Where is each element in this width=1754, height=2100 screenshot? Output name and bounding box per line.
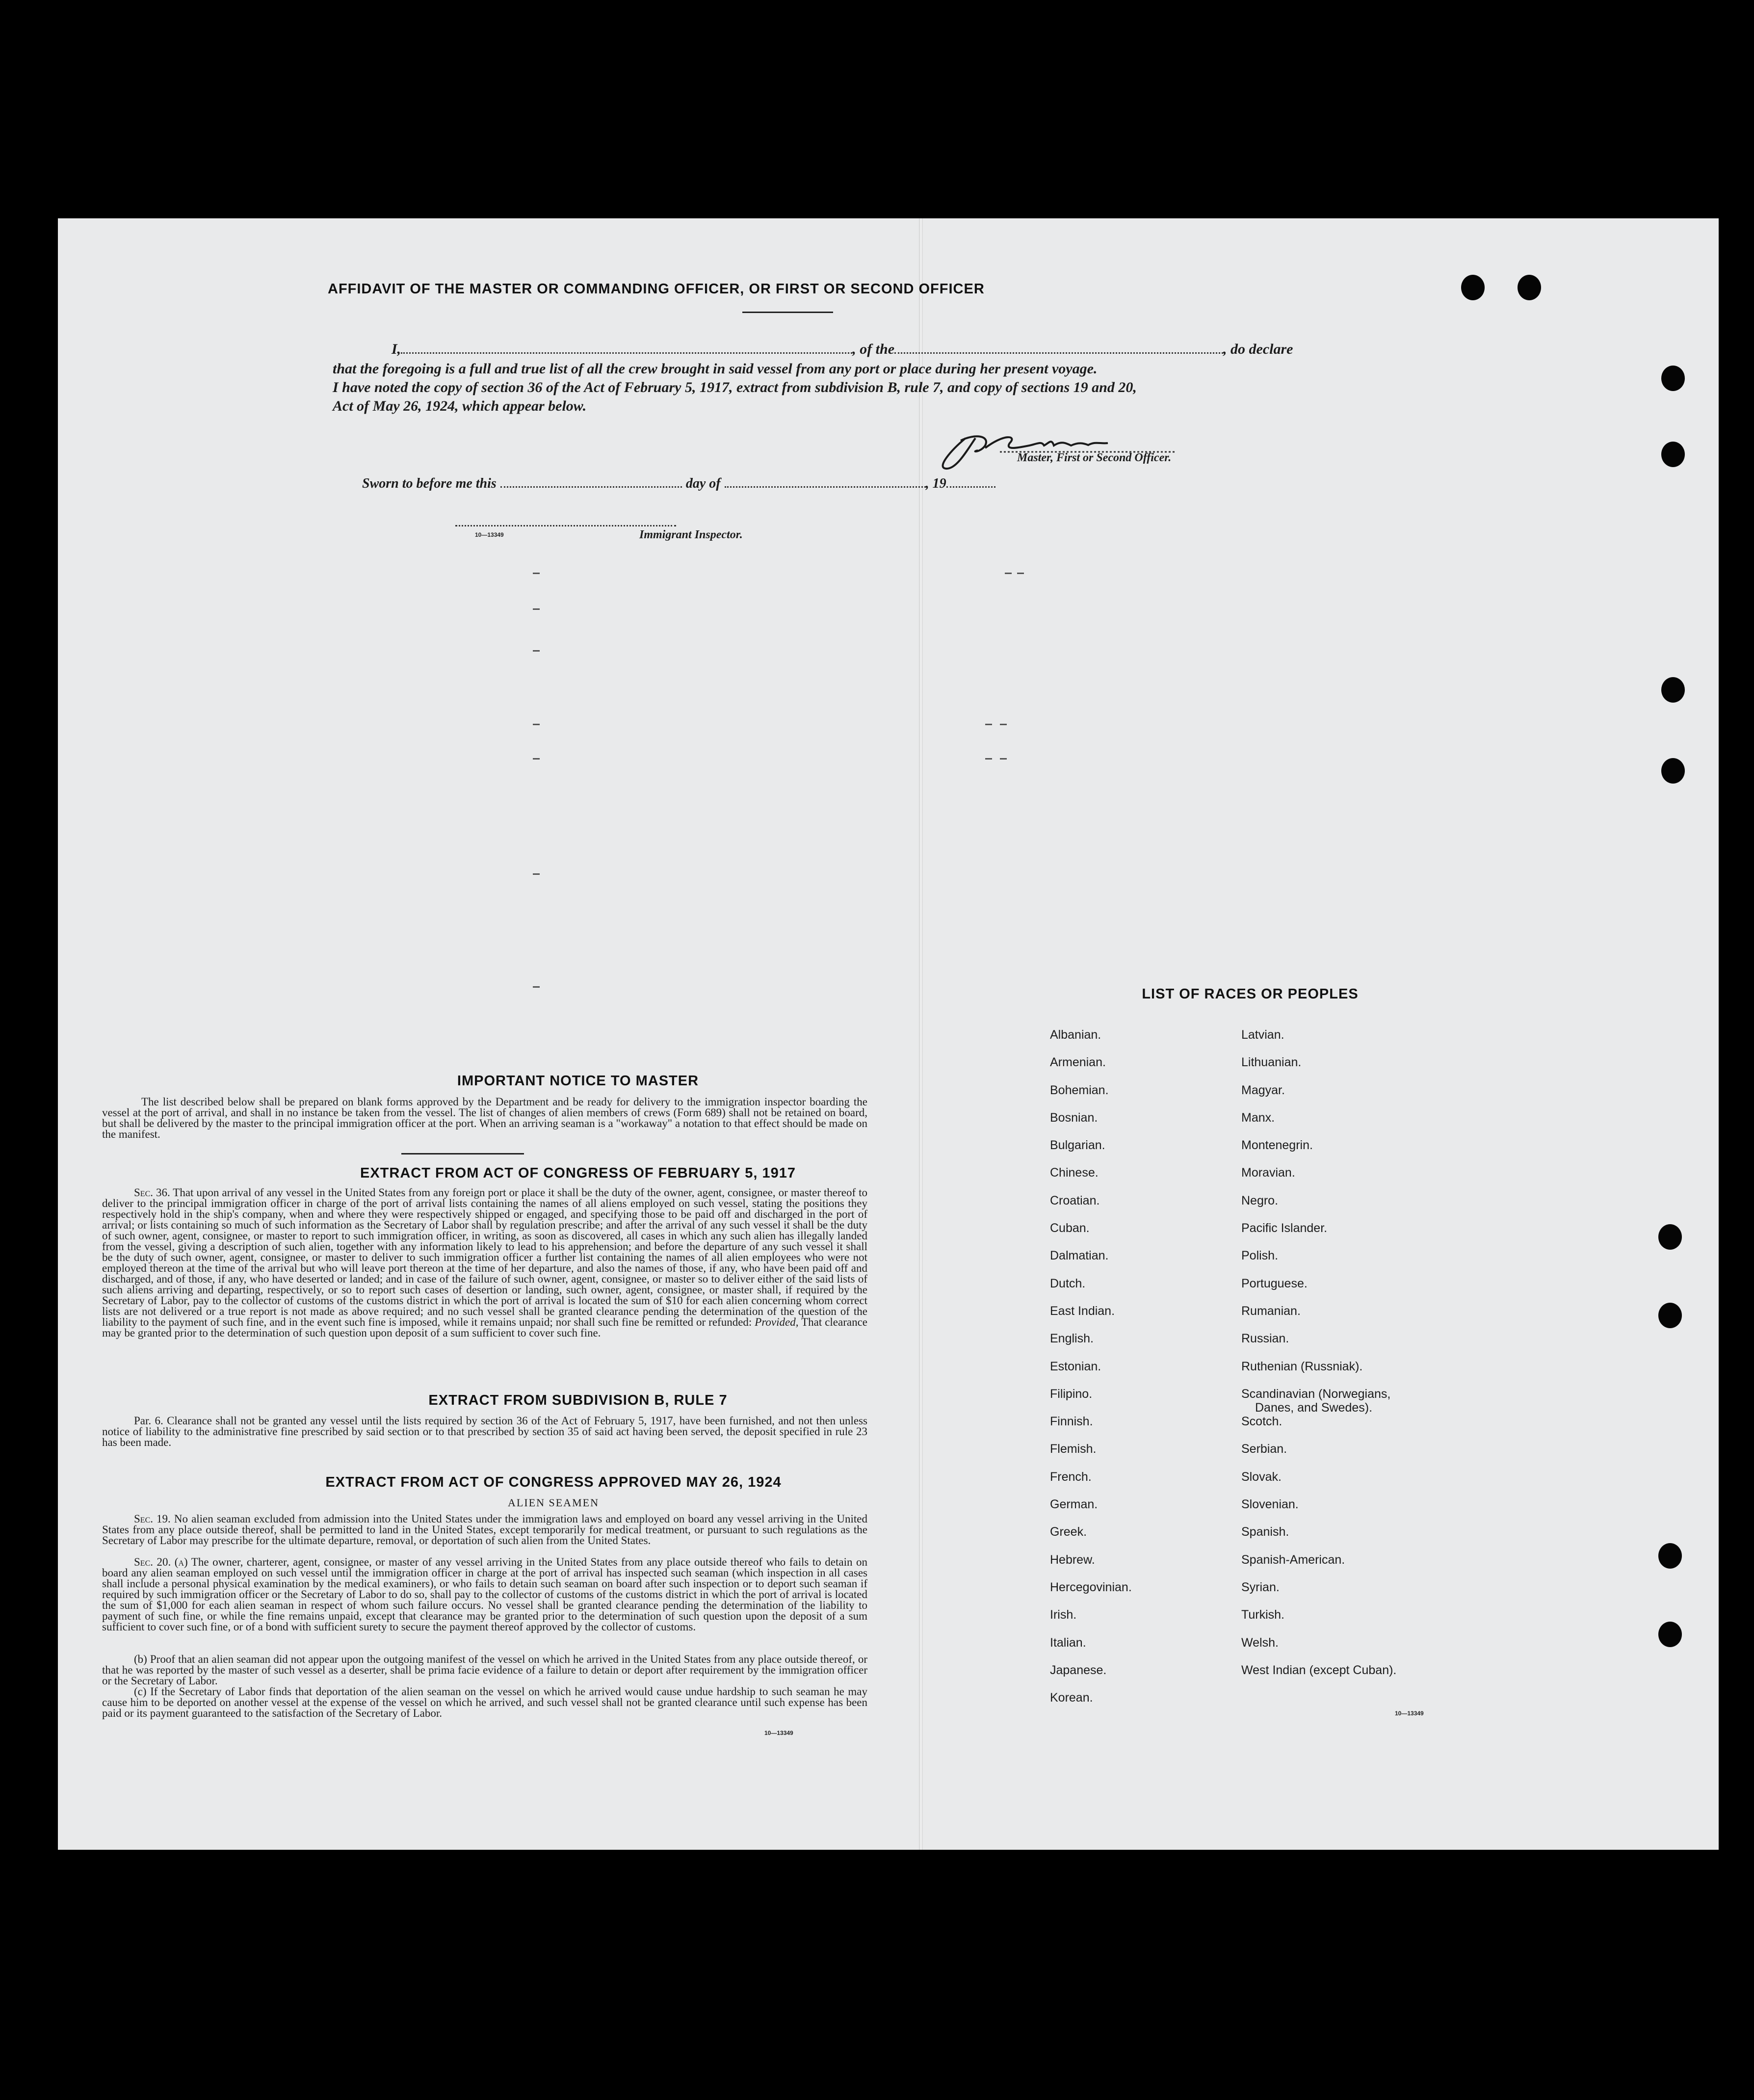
stray-mark [1017, 573, 1024, 574]
race-item-text: Scandinavian (Norwegians, [1241, 1387, 1391, 1401]
inspector-signature-blank [455, 525, 676, 526]
race-item: Spanish-American. [1241, 1552, 1345, 1567]
punch-hole [1658, 1303, 1682, 1328]
race-item: Bosnian. [1050, 1110, 1098, 1125]
race-item: Japanese. [1050, 1663, 1107, 1677]
race-item: Bohemian. [1050, 1083, 1109, 1097]
extract-rule7-title: EXTRACT FROM SUBDIVISION B, RULE 7 [428, 1392, 728, 1408]
affidavit-title: AFFIDAVIT OF THE MASTER OR COMMANDING OFFICER, OR FIRST OR SECOND OFFICER [328, 281, 985, 297]
race-item: Dutch. [1050, 1276, 1086, 1290]
race-item: Lithuanian. [1241, 1055, 1302, 1070]
month-blank [725, 486, 926, 488]
race-item: English. [1050, 1332, 1094, 1346]
divider [742, 312, 833, 313]
sworn-line [362, 476, 995, 492]
punch-hole [1661, 758, 1685, 784]
name-blank [401, 352, 852, 354]
race-item: Magyar. [1241, 1083, 1285, 1097]
punch-hole [1658, 1224, 1682, 1250]
notice-text: The list described below shall be prepared on blank forms approved by the Department and be ready for delivery to the immigration inspector boarding the vessel at the port of arrival, and shall in no instance be taken from the vessel. The list of changes of alien members of crews (Form 689) shall not be retained on board, but shall be delivered by the master to the principal immigration officer at the port. When an arriving seaman is a "workaway" a notation to that effect should be made on the manifest. [102, 1096, 867, 1140]
sec-19-label: Sec. 19. [134, 1513, 171, 1525]
stray-mark [533, 873, 540, 875]
stray-mark [985, 758, 992, 760]
race-item: Welsh. [1241, 1635, 1279, 1650]
race-item: Greek. [1050, 1525, 1087, 1539]
race-item: Korean. [1050, 1691, 1093, 1705]
race-item: Russian. [1241, 1332, 1289, 1346]
stray-mark [533, 758, 540, 760]
race-item: Hercegovinian. [1050, 1580, 1132, 1594]
punch-hole [1661, 677, 1685, 703]
race-item: Finnish. [1050, 1415, 1093, 1429]
stray-mark [533, 650, 540, 652]
race-item: Slovak. [1241, 1470, 1282, 1484]
sec-36-text: That upon arrival of any vessel in the United States from any foreign port or place it shall be the duty of the owner, agent, consignee, or master thereof to deliver to the principal immigration officer in charge of the port of arrival lists containing the names of all aliens employed on such vessel, stating the positions they respectively hold in the ship's company, when and where they were respectively shipped or engaged, and specifying those to be paid off and discharged in the port of arrival; or lists containing so much of such information as the Secretary of Labor shall by regulation prescribe; and after the arrival of any such vessel it shall be the duty of such owner, agent, consignee, or master to report to such immigration officer, in writing, as soon as discovered, all cases in which any such alien has illegally landed from the vessel, giving a description of such alien, together with any information likely to lead to his apprehension; and before the departure of any such vessel it shall be the duty of such owner, agent, consignee, or master to deliver to such immigration officer a further list containing the names of all alien employees who were not employed thereon at the time of the arrival but who will leave port thereon at the time of her departure, and also the names of those, if any, who have been paid off and discharged, and of those, if any, who have deserted or landed; and in case of the failure of such owner, agent, consignee, or master so to deliver either of the said lists of such aliens arriving and departing, respectively, or so to report such cases of desertion or landing, such owner, agent, consignee, or master shall, if required by the Secretary of Labor, pay to the collector of customs of the customs district in which the port of arrival is located the sum of $10 for each alien concerning whom correct lists are not delivered or a true report is not made as above required; and no such vessel shall be granted clearance pending the determination of the question of the liability to the payment of such fine, and in the event such fine is imposed, while it remains unpaid; nor shall such fine be remitted or refunded: [102, 1186, 867, 1328]
race-item-continuation: Danes, and Swedes). [1255, 1400, 1373, 1415]
sec-20b-text: (b) Proof that an alien seaman did not appear upon the outgoing manifest of the vessel on which he arrived in the United States from any place outside thereof, or that he was reported by the master of such vessel as a deserter, shall be prima facie evidence of a failure to detain or deport after requirement by the immigration officer or the Secretary of Labor. [102, 1653, 867, 1687]
center-fold [919, 218, 923, 1850]
affidavit-line-4: Act of May 26, 1924, which appear below. [333, 398, 587, 414]
stray-mark [1000, 758, 1007, 760]
divider [401, 1153, 524, 1155]
stray-mark [1000, 724, 1007, 725]
race-item: Irish. [1050, 1608, 1077, 1622]
race-item: Cuban. [1050, 1221, 1090, 1235]
stray-mark [533, 573, 540, 574]
race-item: Manx. [1241, 1110, 1275, 1125]
extract-1924-title: EXTRACT FROM ACT OF CONGRESS APPROVED MAY 26, 1924 [325, 1474, 782, 1490]
stray-mark [985, 724, 992, 725]
race-item: Italian. [1050, 1635, 1086, 1650]
race-item: Filipino. [1050, 1387, 1093, 1401]
race-item: Rumanian. [1241, 1304, 1301, 1318]
day-blank [500, 486, 682, 488]
affidavit-line-3: I have noted the copy of section 36 of the Act of February 5, 1917, extract from subdivision B, rule 7, and copy of sections 19 and 20, [333, 379, 1137, 395]
punch-hole [1661, 366, 1685, 391]
affidavit-form-number: 10—13349 [475, 531, 504, 538]
races-title: LIST OF RACES OR PEOPLES [1142, 986, 1359, 1002]
race-item: Spanish. [1241, 1525, 1289, 1539]
day-of-label: day of [685, 476, 721, 491]
sec-36-text-end: That clearance may be granted prior to the determination of such question upon deposit of a sum sufficient to cover such fine. [102, 1316, 868, 1339]
race-item: Latvian. [1241, 1028, 1284, 1042]
extract-form-number: 10—13349 [764, 1730, 793, 1736]
punch-hole [1661, 442, 1685, 467]
notice-title: IMPORTANT NOTICE TO MASTER [457, 1073, 699, 1089]
inspector-label: Immigrant Inspector. [639, 528, 743, 541]
sec-20a-paragraph [102, 1557, 867, 1632]
race-item: Flemish. [1050, 1442, 1097, 1456]
race-item: Negro. [1241, 1193, 1279, 1208]
punch-hole [1658, 1622, 1682, 1647]
race-item: Portuguese. [1241, 1276, 1308, 1290]
document-sheet [58, 218, 1719, 1850]
stray-mark [533, 724, 540, 725]
sec-19-paragraph [102, 1514, 867, 1546]
race-item: Serbian. [1241, 1442, 1287, 1456]
race-item: Armenian. [1050, 1055, 1106, 1070]
race-item: Ruthenian (Russniak). [1241, 1359, 1363, 1373]
punch-hole [1658, 1543, 1682, 1569]
race-item: German. [1050, 1497, 1098, 1512]
year-blank [946, 486, 995, 488]
race-item: French. [1050, 1470, 1092, 1484]
races-column-1 [1050, 1028, 1132, 1718]
sec-36-label: Sec. 36. [134, 1186, 170, 1199]
race-item: Chinese. [1050, 1166, 1099, 1180]
punch-hole [1518, 275, 1541, 300]
races-form-number: 10—13349 [1395, 1710, 1424, 1717]
race-item [1241, 1387, 1396, 1415]
stray-mark [533, 986, 540, 988]
affidavit-line-1 [333, 341, 1293, 358]
race-item: East Indian. [1050, 1304, 1115, 1318]
race-item: Montenegrin. [1241, 1138, 1313, 1153]
stray-mark [533, 608, 540, 610]
vessel-blank [894, 352, 1223, 354]
race-item: Turkish. [1241, 1608, 1284, 1622]
race-item: Hebrew. [1050, 1552, 1095, 1567]
race-item: Croatian. [1050, 1193, 1100, 1208]
handwritten-signature [931, 423, 1186, 477]
provided-label: Provided, [755, 1316, 799, 1328]
stray-mark [1005, 573, 1012, 574]
affidavit-of-the: , of the [852, 341, 895, 357]
extract-1917-title: EXTRACT FROM ACT OF CONGRESS OF FEBRUARY 5, 1917 [360, 1165, 796, 1181]
race-item: Syrian. [1241, 1580, 1280, 1594]
sec-20a-text: The owner, charterer, agent, consignee, or master of any vessel arriving in the United States from any place outside thereof who fails to detain on board any alien seaman employed on such vessel until the immigration officer in charge at the port of arrival has inspected such seaman (which inspection in all cases shall include a personal physical examination by the medical examiners), or who fails to detain such seaman on board after such inspection or to deport such seaman if required by such immigration officer or the Secretary of Labor to do so, shall pay to the collector of customs of the customs district in which the port of arrival is located the sum of $1,000 for each alien seaman in respect of whom such failure occurs. No vessel shall be granted clearance pending the determination of the liability to payment of such fine, or while the fine remains unpaid, except that clearance may be granted prior to the determination of such question upon the deposit of a sum sufficient to cover such fine, or of a bond with sufficient surety to secure the payment thereof approved by the collector of customs. [102, 1556, 867, 1633]
affidavit-do-declare: , do declare [1223, 341, 1293, 357]
extract-1917-body [102, 1187, 867, 1339]
year-prefix: , 19 [925, 476, 946, 491]
race-item: Dalmatian. [1050, 1249, 1109, 1263]
race-item: Moravian. [1241, 1166, 1295, 1180]
sworn-label: Sworn to before me this [362, 476, 497, 491]
sec-19-text: No alien seaman excluded from admission into the United States under the immigration laws and employed on board any vessel arriving in the United States from any place outside thereof, shall be permitted to land in the United States, except temporarily for medical treatment, or pursuant to such regulations as the Secretary of Labor may prescribe for the ultimate departure, removal, or deportation of such alien from the United States. [102, 1513, 867, 1547]
affidavit-line-2: that the foregoing is a full and true list of all the crew brought in said vessel from any port or place during her present voyage. [333, 361, 1098, 377]
sec-20c-text: (c) If the Secretary of Labor finds that deportation of the alien seaman on the vessel on which he arrived would cause undue hardship to such seaman he may cause him to be deported on another vessel at the expense of the vessel on which he arrived, and such vessel shall not be granted clearance until such expense has been paid or its payment guaranteed to the satisfaction of the Secretary of Labor. [102, 1685, 867, 1719]
race-item: Bulgarian. [1050, 1138, 1105, 1153]
signature-label: Master, First or Second Officer. [1017, 451, 1172, 464]
race-item: Estonian. [1050, 1359, 1101, 1373]
extract-rule7-text: Par. 6. Clearance shall not be granted any vessel until the lists required by section 36 of the Act of February 5, 1917, have been furnished, and not then unless notice of liability to the administrative fine prescribed by said section or to that prescribed by section 35 of said act having been served, the deposit specified in rule 23 has been made. [102, 1415, 867, 1448]
race-item: Pacific Islander. [1241, 1221, 1328, 1235]
race-item: Scotch. [1241, 1415, 1283, 1429]
punch-hole [1461, 275, 1485, 300]
alien-seamen-subtitle: ALIEN SEAMEN [508, 1496, 599, 1509]
races-column-2 [1241, 1028, 1396, 1691]
sec-20-label: Sec. 20. (a) [134, 1556, 188, 1568]
affidavit-i: I, [392, 341, 401, 357]
race-item: West Indian (except Cuban). [1241, 1663, 1397, 1677]
race-item: Polish. [1241, 1249, 1279, 1263]
race-item: Albanian. [1050, 1028, 1101, 1042]
race-item: Slovenian. [1241, 1497, 1299, 1512]
